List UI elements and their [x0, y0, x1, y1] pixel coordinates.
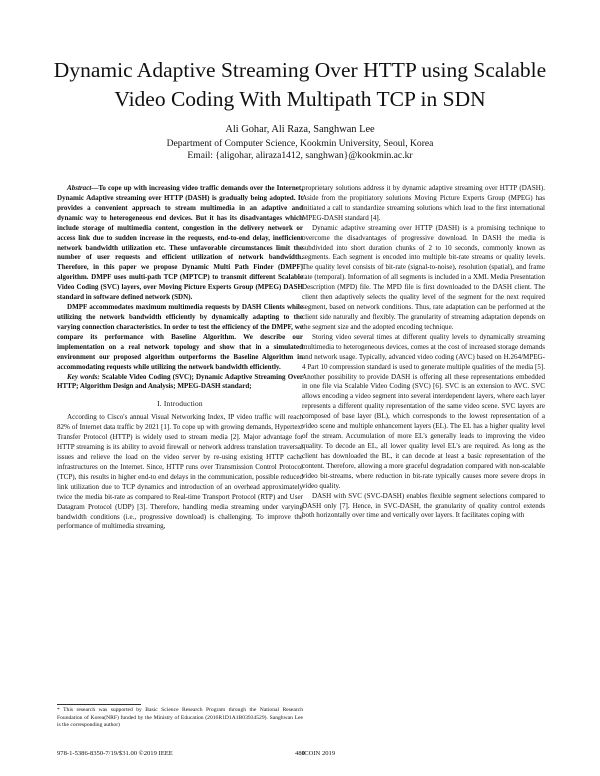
abstract-paragraph-1 [57, 184, 303, 303]
section-heading-introduction: I. Introduction [157, 399, 203, 409]
keywords-label: Key words: [67, 372, 100, 381]
intro-paragraph-1: According to Cisco's annual Visual Networking Index, IP video traffic will reach 82% of Internet data traffic by 2021 [1]. To cope up with growing demands, Hypertext Transfer Protocol (HTTP) is widely used to stream media [2]. Major advantage for HTTP streaming is its ability to avoid firewall or network address translation traversal issues and relieve the load on the video server by re-using existing HTTP cache infrastructures on the Internet. Since, HTTP runs over Transmission Control Protocol (TCP), this results in higher end-to end delays in the communication, possible reduced link utilization due to TCP dynamics and introduction of an overhead approximately twice the media bit-rate as compared to Real-time Transport Protocol (RTP) and User Datagram Protocol (UDP) [3]. Therefore, handling media streaming under varying bandwidth conditions (i.e., progressive download) is challenging. To improve the performance of multimedia streaming, [57, 413, 303, 531]
right-paragraph-4: DASH with SVC (SVC-DASH) enables flexible segment selections compared to DASH only [7]. Hence, in SVC-DASH, the granularity of quality control extends both horizontally over time and vertically over layers. It facilitates coping with [302, 491, 545, 520]
abstract-paragraph-2: DMPF accommodates maximum multimedia requests by DASH Clients while utilizing the network bandwidth efficiently by dynamically adapting to the varying connection characteristics. In order to test the efficiency of the DMPF, we compare its performance with Baseline Algorithm. We describe our implementation on a real network topology and show that in a simulated environment our proposed algorithm outperforms the Baseline Algorithm in accommodating requests while utilizing the network bandwidth efficiently. [57, 303, 303, 371]
abstract-text-1: To cope up with increasing video traffic demands over the Internet, Dynamic Adaptive streaming over HTTP (DASH) is gradually being adopted. It provides a convenient approach to stream multimedia in an adaptive and dynamic way to heterogeneous end devices. But it has its disadvantages which include storage of multimedia content, congestion in the delivery network or access link due to sudden increase in the requests, end-to-end delay, inefficient network bandwidth utilization etc. These unfavorable circumstances limit the number of user requests and efficient utilization of network bandwidth. Therefore, in this paper we propose Dynamic Multi Path Finder (DMPF) algorithm. DMPF uses multi-path TCP (MPTCP) to transmit different Scalable Video Coding (SVC) layers, over Moving Picture Experts Group (MPEG) DASH standard in software defined network (SDN). [57, 184, 303, 302]
footer-conference: ICOIN 2019 [302, 750, 336, 757]
right-paragraph-1: proprietary solutions address it by dynamic adaptive streaming over HTTP (DASH). Aside from the propitiatory solutions Moving Picture Experts Group (MPEG) has initiated a call to standardize streaming solutions which lead to the first international MPEG-DASH standard [4]. [302, 184, 545, 222]
right-column [302, 184, 545, 521]
abstract-label: Abstract— [67, 184, 99, 192]
keywords [57, 373, 303, 393]
footer-isbn: 978-1-5386-8350-7/19/$31.00 ©2019 IEEE [57, 750, 173, 757]
right-paragraph-2: Dynamic adaptive streaming over HTTP (DASH) is a promising technique to overcome the disadvantages of progressive download. In DASH the media is subdivided into short duration chunks of 2 to 10 seconds, commonly known as segments. Each segment is encoded into multiple bit-rate streams or quality levels. The quality level consists of bit-rate (signal-to-noise), resolution (spatial), and frame rate (temporal). Information of all segments is included in a XML Media Presentation Description (MPD) file. The MPD file is first downloaded to the DASH client. The client then adaptively selects the quality level of the segment for the next required segment, based on network conditions. Thus, rate adaptation can be performed at the client side naturally and flexibly. The granularity of streaming adaptation depends on the segment size and the adopted encoding technique. [302, 223, 545, 331]
right-paragraph-3: Storing video several times at different quality levels to dynamically streaming multimedia to heterogeneous devices, comes at the cost of increased storage demands and network usage. Typically, advanced video coding (AVC) based on H.264/MPEG-4 Part 10 compression standard is used to generate multiple qualities of the media [5]. Another possibility to provide DASH is offering all these representations embedded in one file via Scalable Video Coding (SVC) [6]. SVC is an extension to AVC. SVC allows encoding a video segment into several interdependent layers, where each layer represents a different quality representation of the same video scene. SVC layers are composed of base layer (BL), which corresponds to the lowest representation of a video scene and multiple enhancement layers (EL). The EL has a higher quality level of the stream. Accumulation of more EL's generally leads to improving the video quality. To decode an EL, all lower quality level EL's are required. As long as the client has downloaded the BL, it can decode at least a basic representation of the content. Therefore, allowing a more graceful degradation compared with non-scalable video bit-streams, where reduction in bit-rate typically causes more severe drops in video quality. [302, 332, 545, 490]
email: Email: {aligohar, aliraza1412, sanghwan}@kookmin.ac.kr [187, 150, 413, 161]
paper-title: Dynamic Adaptive Streaming Over HTTP using Scalable Video Coding With Multipath TCP in SDN [53, 58, 547, 111]
footnote-divider [57, 704, 141, 705]
affiliation: Department of Computer Science, Kookmin University, Seoul, Korea [166, 137, 434, 149]
keywords-text: Scalable Video Coding (SVC); Dynamic Adaptive Streaming Over HTTP; Algorithm Design and Analysis; MPEG-DASH standard; [57, 372, 303, 391]
left-column [57, 184, 303, 532]
footnote: * This research was supported by Basic Science Research Program through the National Research Foundation of Korea(NRF) funded by the Ministry of Education (2016R1D1A1B03934529). Sanghwan Lee is the corresponding author) [57, 707, 303, 729]
author-block [40, 124, 560, 163]
author-names: Ali Gohar, Ali Raza, Sanghwan Lee [225, 124, 375, 135]
footer-page-number: 480 [295, 750, 305, 757]
